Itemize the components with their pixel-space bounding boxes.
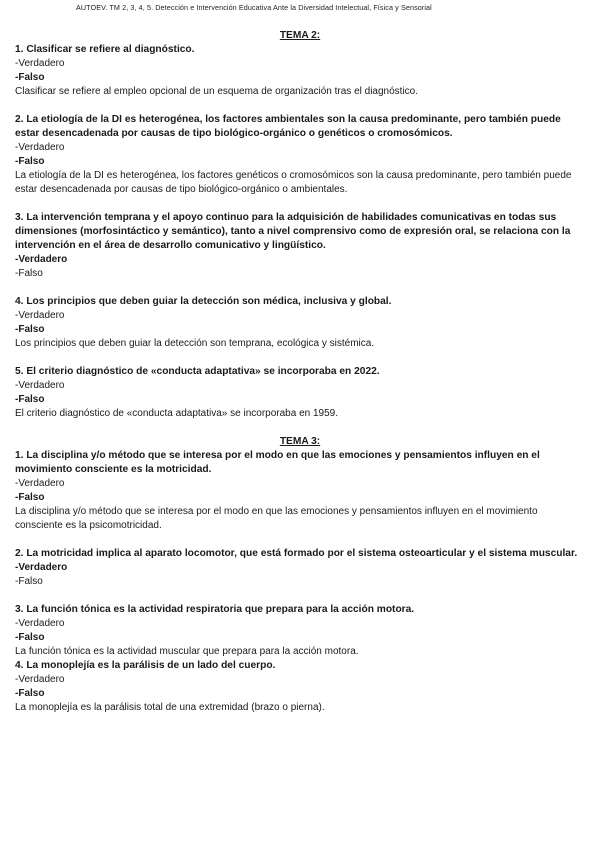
question-text: 1. La disciplina y/o método que se interesa por el modo en que las emociones y pensamientos influyen en el movimiento consciente es la motricidad.: [15, 450, 540, 475]
question-block: [15, 43, 585, 99]
option-verdadero: -Verdadero: [15, 478, 65, 489]
option-falso-correct: -Falso: [15, 394, 45, 405]
section-title-tema-3: TEMA 3:: [279, 436, 321, 447]
question-text: 3. La intervención temprana y el apoyo continuo para la adquisición de habilidades comunicativas en todas sus dimensiones (morfosintáctico y semántico), tanto a nivel comprensivo como de expresión oral, se relaciona con la intervención en el área de desarrollo comunicativo y lingüístico.: [15, 212, 571, 251]
option-verdadero-correct: -Verdadero: [15, 254, 68, 265]
option-verdadero: -Verdadero: [15, 142, 65, 153]
option-verdadero: -Verdadero: [15, 380, 65, 391]
answer-explanation: Clasificar se refiere al empleo opcional de un esquema de organización tras el diagnóstico.: [15, 86, 419, 97]
option-verdadero-correct: -Verdadero: [15, 562, 68, 573]
question-block: [15, 603, 585, 659]
option-verdadero: -Verdadero: [15, 618, 65, 629]
option-falso-correct: -Falso: [15, 324, 45, 335]
document-header: AUTOEV. TM 2, 3, 4, 5. Detección e Intervención Educativa Ante la Diversidad Intelectual, Física y Sensorial: [76, 3, 432, 12]
answer-explanation: El criterio diagnóstico de «conducta adaptativa» se incorporaba en 1959.: [15, 408, 338, 419]
question-text: 4. Los principios que deben guiar la detección son médica, inclusiva y global.: [15, 296, 392, 307]
answer-explanation: Los principios que deben guiar la detección son temprana, ecológica y sistémica.: [15, 338, 375, 349]
question-block: [15, 295, 585, 351]
question-block: [15, 211, 585, 281]
option-falso-correct: -Falso: [15, 632, 45, 643]
question-text: 2. La etiología de la DI es heterogénea, los factores ambientales son la causa predominante, pero también puede estar desencadenada por causas de tipo biológico-orgánico o genéticos o cromosómicos.: [15, 114, 561, 139]
option-verdadero: -Verdadero: [15, 58, 65, 69]
document-body: [15, 29, 585, 715]
option-falso-correct: -Falso: [15, 72, 45, 83]
option-verdadero: -Verdadero: [15, 310, 65, 321]
question-block: [15, 547, 585, 589]
option-falso: -Falso: [15, 576, 43, 587]
answer-explanation: La monoplejía es la parálisis total de una extremidad (brazo o pierna).: [15, 702, 325, 713]
option-falso-correct: -Falso: [15, 492, 45, 503]
answer-explanation: La etiología de la DI es heterogénea, los factores genéticos o cromosómicos son la causa predominante, pero también puede estar desencadenada por causas de tipo biológico-orgánico o ambientales.: [15, 170, 572, 195]
question-block: [15, 449, 585, 533]
question-block: [15, 659, 585, 715]
option-falso-correct: -Falso: [15, 688, 45, 699]
question-block: [15, 113, 585, 197]
option-verdadero: -Verdadero: [15, 674, 65, 685]
question-text: 1. Clasificar se refiere al diagnóstico.: [15, 44, 195, 55]
question-text: 4. La monoplejía es la parálisis de un lado del cuerpo.: [15, 660, 276, 671]
section-title-tema-2: TEMA 2:: [279, 30, 321, 41]
question-block: [15, 365, 585, 421]
answer-explanation: La disciplina y/o método que se interesa por el modo en que las emociones y pensamientos influyen en el movimiento consciente es la psicomotricidad.: [15, 506, 538, 531]
question-text: 2. La motricidad implica al aparato locomotor, que está formado por el sistema osteoarticular y el sistema muscular.: [15, 548, 578, 559]
question-text: 5. El criterio diagnóstico de «conducta adaptativa» se incorporaba en 2022.: [15, 366, 380, 377]
option-falso-correct: -Falso: [15, 156, 45, 167]
answer-explanation: La función tónica es la actividad muscular que prepara para la acción motora.: [15, 646, 359, 657]
option-falso: -Falso: [15, 268, 43, 279]
question-text: 3. La función tónica es la actividad respiratoria que prepara para la acción motora.: [15, 604, 415, 615]
